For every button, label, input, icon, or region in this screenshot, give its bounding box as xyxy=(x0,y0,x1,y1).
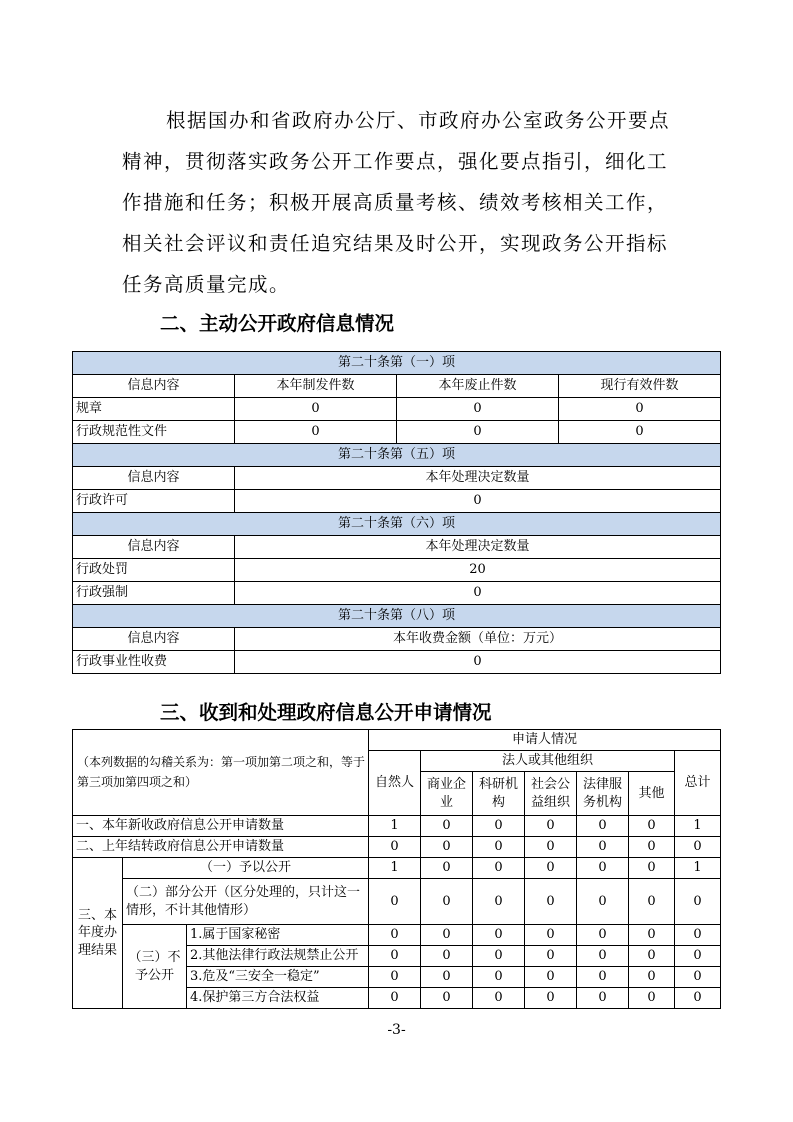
cell-value: 0 xyxy=(559,398,721,421)
intro-line: 精神，贯彻落实政务公开工作要点，强化要点指引，细化工 xyxy=(122,150,669,173)
section3-heading: 三、收到和处理政府信息公开申请情况 xyxy=(160,701,492,724)
cell-value: 0 xyxy=(235,582,721,605)
cell-value: 0 xyxy=(675,967,721,988)
cell-value: 0 xyxy=(421,858,473,879)
column-header: 自然人 xyxy=(369,751,421,816)
cell-value: 0 xyxy=(235,651,721,674)
column-header: 社会公益组织 xyxy=(525,772,577,816)
section2-heading: 二、主动公开政府信息情况 xyxy=(160,312,395,335)
cell-value: 1 xyxy=(369,858,421,879)
row-label: 行政规范性文件 xyxy=(73,421,235,444)
cell-value: 0 xyxy=(369,967,421,988)
page-number: -3- xyxy=(387,1022,406,1038)
row-label: 4.保护第三方合法权益 xyxy=(187,988,369,1009)
column-header: 本年处理决定数量 xyxy=(235,467,721,490)
cell-value: 0 xyxy=(421,837,473,858)
intro-paragraph xyxy=(122,100,682,305)
intro-line: 作措施和任务；积极开展高质量考核、绩效考核相关工作， xyxy=(122,191,669,214)
cell-value: 0 xyxy=(525,879,577,925)
column-header: 本年处理决定数量 xyxy=(235,536,721,559)
cell-value: 0 xyxy=(369,925,421,946)
cell-value: 0 xyxy=(421,967,473,988)
cell-value: 0 xyxy=(525,925,577,946)
cell-value: 0 xyxy=(577,837,629,858)
column-header: 信息内容 xyxy=(73,628,235,651)
not-disclosed-label: （三）不予公开 xyxy=(123,925,187,1009)
cell-value: 0 xyxy=(675,879,721,925)
cell-value: 0 xyxy=(525,858,577,879)
cell-value: 1 xyxy=(675,858,721,879)
cell-value: 0 xyxy=(629,837,675,858)
cell-value: 1 xyxy=(369,816,421,837)
cell-value: 0 xyxy=(473,858,525,879)
cell-value: 0 xyxy=(421,816,473,837)
applicant-header: 申请人情况 xyxy=(369,730,721,751)
cell-value: 0 xyxy=(577,967,629,988)
cell-value: 0 xyxy=(369,837,421,858)
cell-value: 0 xyxy=(577,925,629,946)
proactive-disclosure-table xyxy=(72,351,721,674)
row-label: 行政事业性收费 xyxy=(73,651,235,674)
row-label: 1.属于国家秘密 xyxy=(187,925,369,946)
cell-value: 0 xyxy=(473,837,525,858)
cell-value: 0 xyxy=(577,879,629,925)
cell-value: 0 xyxy=(421,879,473,925)
section-header: 第二十条第（八）项 xyxy=(73,605,721,628)
cell-value: 0 xyxy=(577,816,629,837)
cell-value: 0 xyxy=(577,858,629,879)
section-header: 第二十条第（一）项 xyxy=(73,352,721,375)
row-label: 3.危及“三安全一稳定” xyxy=(187,967,369,988)
row-label: 行政许可 xyxy=(73,490,235,513)
row-label: 二、上年结转政府信息公开申请数量 xyxy=(73,837,369,858)
cell-value: 0 xyxy=(473,816,525,837)
column-header: 商业企业 xyxy=(421,772,473,816)
column-header: 科研机构 xyxy=(473,772,525,816)
application-table xyxy=(72,729,721,1009)
row-label: （一）予以公开 xyxy=(123,858,369,879)
cell-value: 0 xyxy=(629,946,675,967)
column-header: 总计 xyxy=(675,751,721,816)
cell-value: 0 xyxy=(559,421,721,444)
cell-value: 0 xyxy=(675,837,721,858)
cell-value: 0 xyxy=(629,816,675,837)
cell-value: 0 xyxy=(369,988,421,1009)
cell-value: 0 xyxy=(577,946,629,967)
cell-value: 0 xyxy=(629,988,675,1009)
cell-value: 0 xyxy=(629,858,675,879)
section-header: 第二十条第（六）项 xyxy=(73,513,721,536)
column-header: 法律服务机构 xyxy=(577,772,629,816)
row-label: 行政处罚 xyxy=(73,559,235,582)
cell-value: 1 xyxy=(675,816,721,837)
column-header: 信息内容 xyxy=(73,375,235,398)
cell-value: 0 xyxy=(675,925,721,946)
intro-line: 任务高质量完成。 xyxy=(122,273,291,296)
cell-value: 0 xyxy=(397,398,559,421)
cell-value: 0 xyxy=(473,925,525,946)
cell-value: 0 xyxy=(525,837,577,858)
cell-value: 0 xyxy=(473,946,525,967)
cell-value: 0 xyxy=(235,421,397,444)
cell-value: 0 xyxy=(473,879,525,925)
cell-value: 0 xyxy=(421,925,473,946)
row-label: 行政强制 xyxy=(73,582,235,605)
legal-entity-header: 法人或其他组织 xyxy=(421,751,675,772)
cell-value: 0 xyxy=(525,816,577,837)
row-label: 一、本年新收政府信息公开申请数量 xyxy=(73,816,369,837)
cell-value: 0 xyxy=(577,988,629,1009)
column-header: 本年收费金额（单位：万元） xyxy=(235,628,721,651)
intro-line: 相关社会评议和责任追究结果及时公开，实现政务公开指标 xyxy=(122,232,669,255)
cell-value: 0 xyxy=(397,421,559,444)
row-label: 2.其他法律行政法规禁止公开 xyxy=(187,946,369,967)
group-label: 三、本年度办理结果 xyxy=(73,858,123,1009)
cell-value: 0 xyxy=(473,988,525,1009)
cell-value: 0 xyxy=(421,946,473,967)
cell-value: 0 xyxy=(525,946,577,967)
column-header: 信息内容 xyxy=(73,536,235,559)
cell-value: 0 xyxy=(629,879,675,925)
row-label: 规章 xyxy=(73,398,235,421)
column-header: 信息内容 xyxy=(73,467,235,490)
cell-value: 0 xyxy=(525,967,577,988)
cell-value: 0 xyxy=(675,946,721,967)
cell-value: 0 xyxy=(629,967,675,988)
cell-value: 0 xyxy=(235,398,397,421)
row-label: （二）部分公开（区分处理的，只计这一情形，不计其他情形） xyxy=(123,879,369,925)
intro-line: 根据国办和省政府办公厅、市政府办公室政务公开要点 xyxy=(166,109,671,132)
cell-value: 0 xyxy=(629,925,675,946)
cell-value: 0 xyxy=(675,988,721,1009)
column-header: 本年制发件数 xyxy=(235,375,397,398)
cell-value: 0 xyxy=(369,879,421,925)
column-header: 本年废止件数 xyxy=(397,375,559,398)
cell-value: 0 xyxy=(473,967,525,988)
cell-value: 0 xyxy=(235,490,721,513)
reconciliation-note: （本列数据的勾稽关系为：第一项加第二项之和，等于第三项加第四项之和） xyxy=(73,730,369,816)
cell-value: 0 xyxy=(421,988,473,1009)
section-header: 第二十条第（五）项 xyxy=(73,444,721,467)
column-header: 其他 xyxy=(629,772,675,816)
cell-value: 0 xyxy=(525,988,577,1009)
column-header: 现行有效件数 xyxy=(559,375,721,398)
cell-value: 20 xyxy=(235,559,721,582)
cell-value: 0 xyxy=(369,946,421,967)
